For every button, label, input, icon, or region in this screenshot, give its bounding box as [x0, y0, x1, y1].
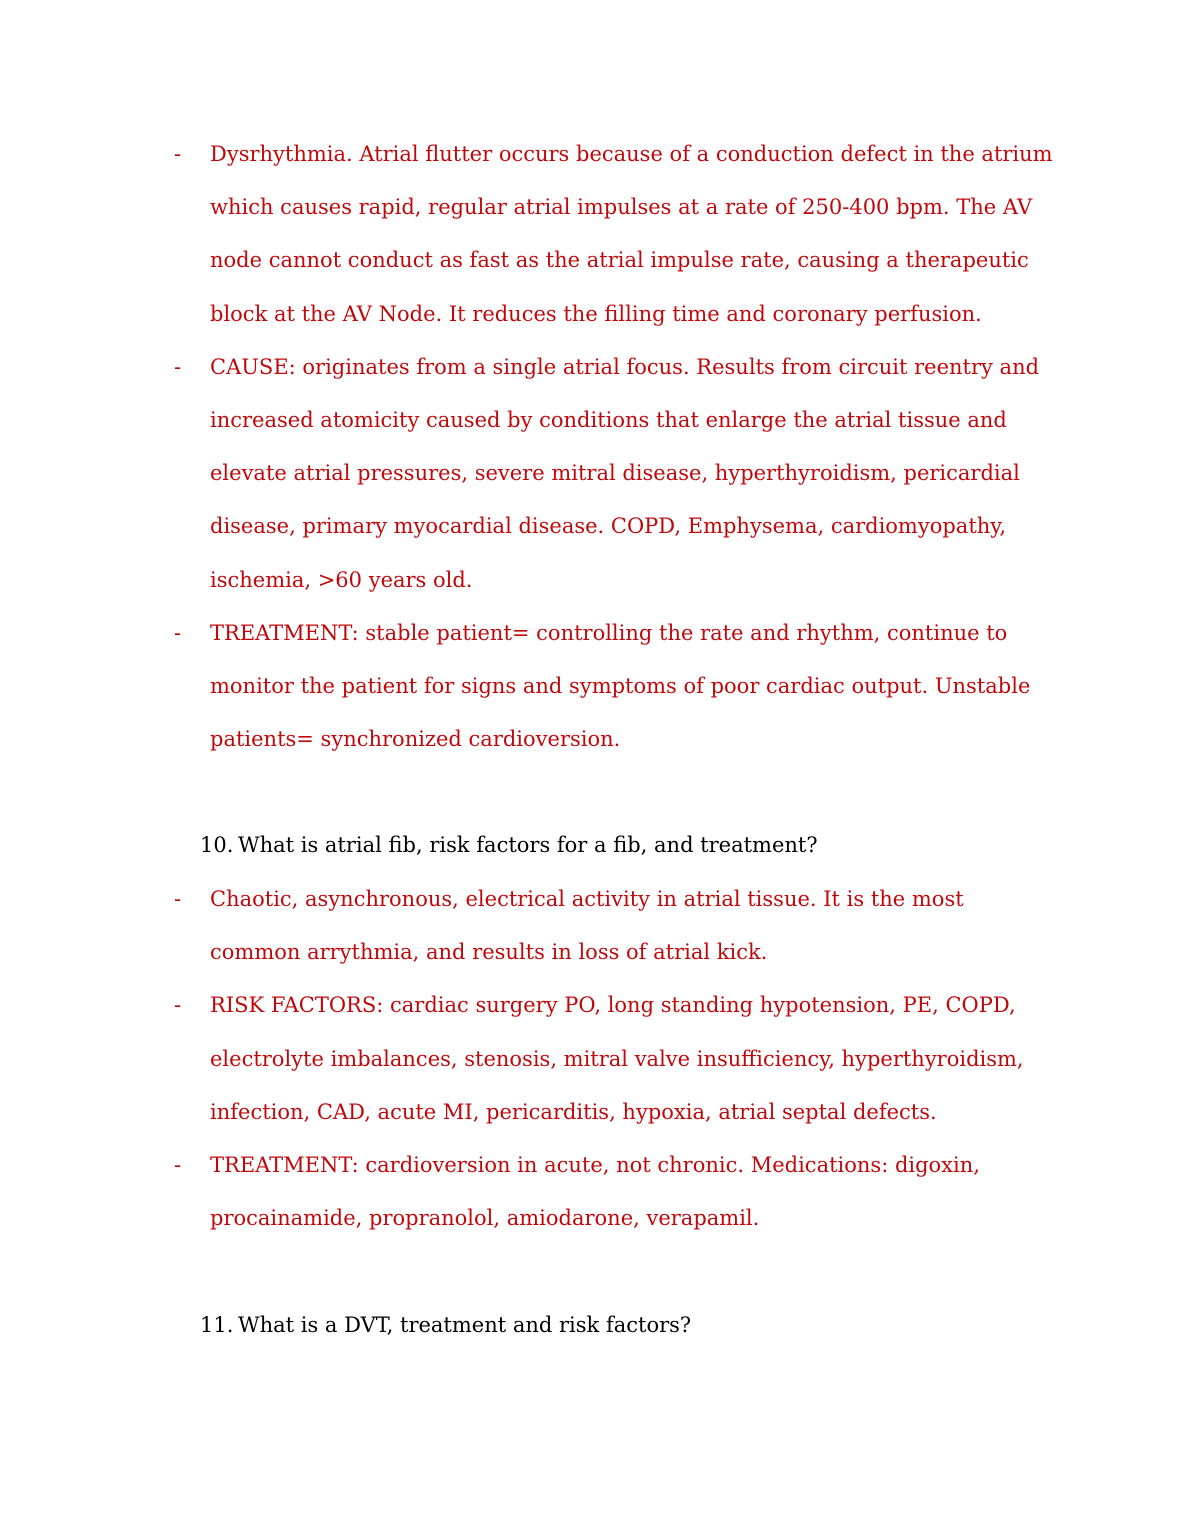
bullet-dash: - — [174, 993, 182, 1018]
bullet-item — [0, 979, 1190, 1139]
question-number: 10. — [200, 833, 234, 857]
bullet-item — [0, 873, 1190, 979]
atrial-fib-answers — [0, 873, 1190, 1245]
bullet-dash: - — [174, 1153, 182, 1178]
bullet-text-treatment: TREATMENT: cardioversion in acute, not chronic. Medications: digoxin, procainamide, propranolol, amiodarone, verapamil. — [210, 1153, 980, 1231]
bullet-item — [0, 607, 1190, 767]
bullet-text-risk-factors: RISK FACTORS: cardiac surgery PO, long standing hypotension, PE, COPD, electrolyte imbalances, stenosis, mitral valve insufficiency, hyperthyroidism, infection, CAD, acute MI, pericarditis, hypoxia, atrial septal defects. — [210, 993, 1024, 1124]
bullet-text-definition: Dysrhythmia. Atrial flutter occurs because of a conduction defect in the atrium which causes rapid, regular atrial impulses at a rate of 250-400 bpm. The AV node cannot conduct as fast as the atrial impulse rate, causing a therapeutic block at the AV Node. It reduces the filling time and coronary perfusion. — [210, 142, 1053, 326]
bullet-dash: - — [174, 142, 182, 166]
atrial-flutter-answers — [0, 128, 1190, 766]
bullet-dash: - — [174, 354, 182, 379]
bullet-text-definition: Chaotic, asynchronous, electrical activity in atrial tissue. It is the most common arrythmia, and results in loss of atrial kick. — [210, 887, 964, 965]
question-text: What is a DVT, treatment and risk factors? — [238, 1313, 692, 1337]
bullet-item — [0, 128, 1190, 341]
question-text: What is atrial fib, risk factors for a fib, and treatment? — [238, 833, 818, 857]
bullet-text-treatment: TREATMENT: stable patient= controlling the rate and rhythm, continue to monitor the patient for signs and symptoms of poor cardiac output. Unstable patients= synchronized cardioversion. — [210, 620, 1031, 752]
bullet-text-cause: CAUSE: originates from a single atrial focus. Results from circuit reentry and increased atomicity caused by conditions that enlarge the atrial tissue and elevate atrial pressures, severe mitral disease, hyperthyroidism, pericardial disease, primary myocardial disease. COPD, Emphysema, cardiomyopathy, ischemia, >60 years old. — [210, 354, 1040, 592]
bullet-item — [0, 341, 1190, 607]
question-number: 11. — [200, 1313, 234, 1337]
bullet-dash: - — [174, 620, 182, 645]
bullet-dash: - — [174, 887, 182, 911]
bullet-item — [0, 1139, 1190, 1245]
